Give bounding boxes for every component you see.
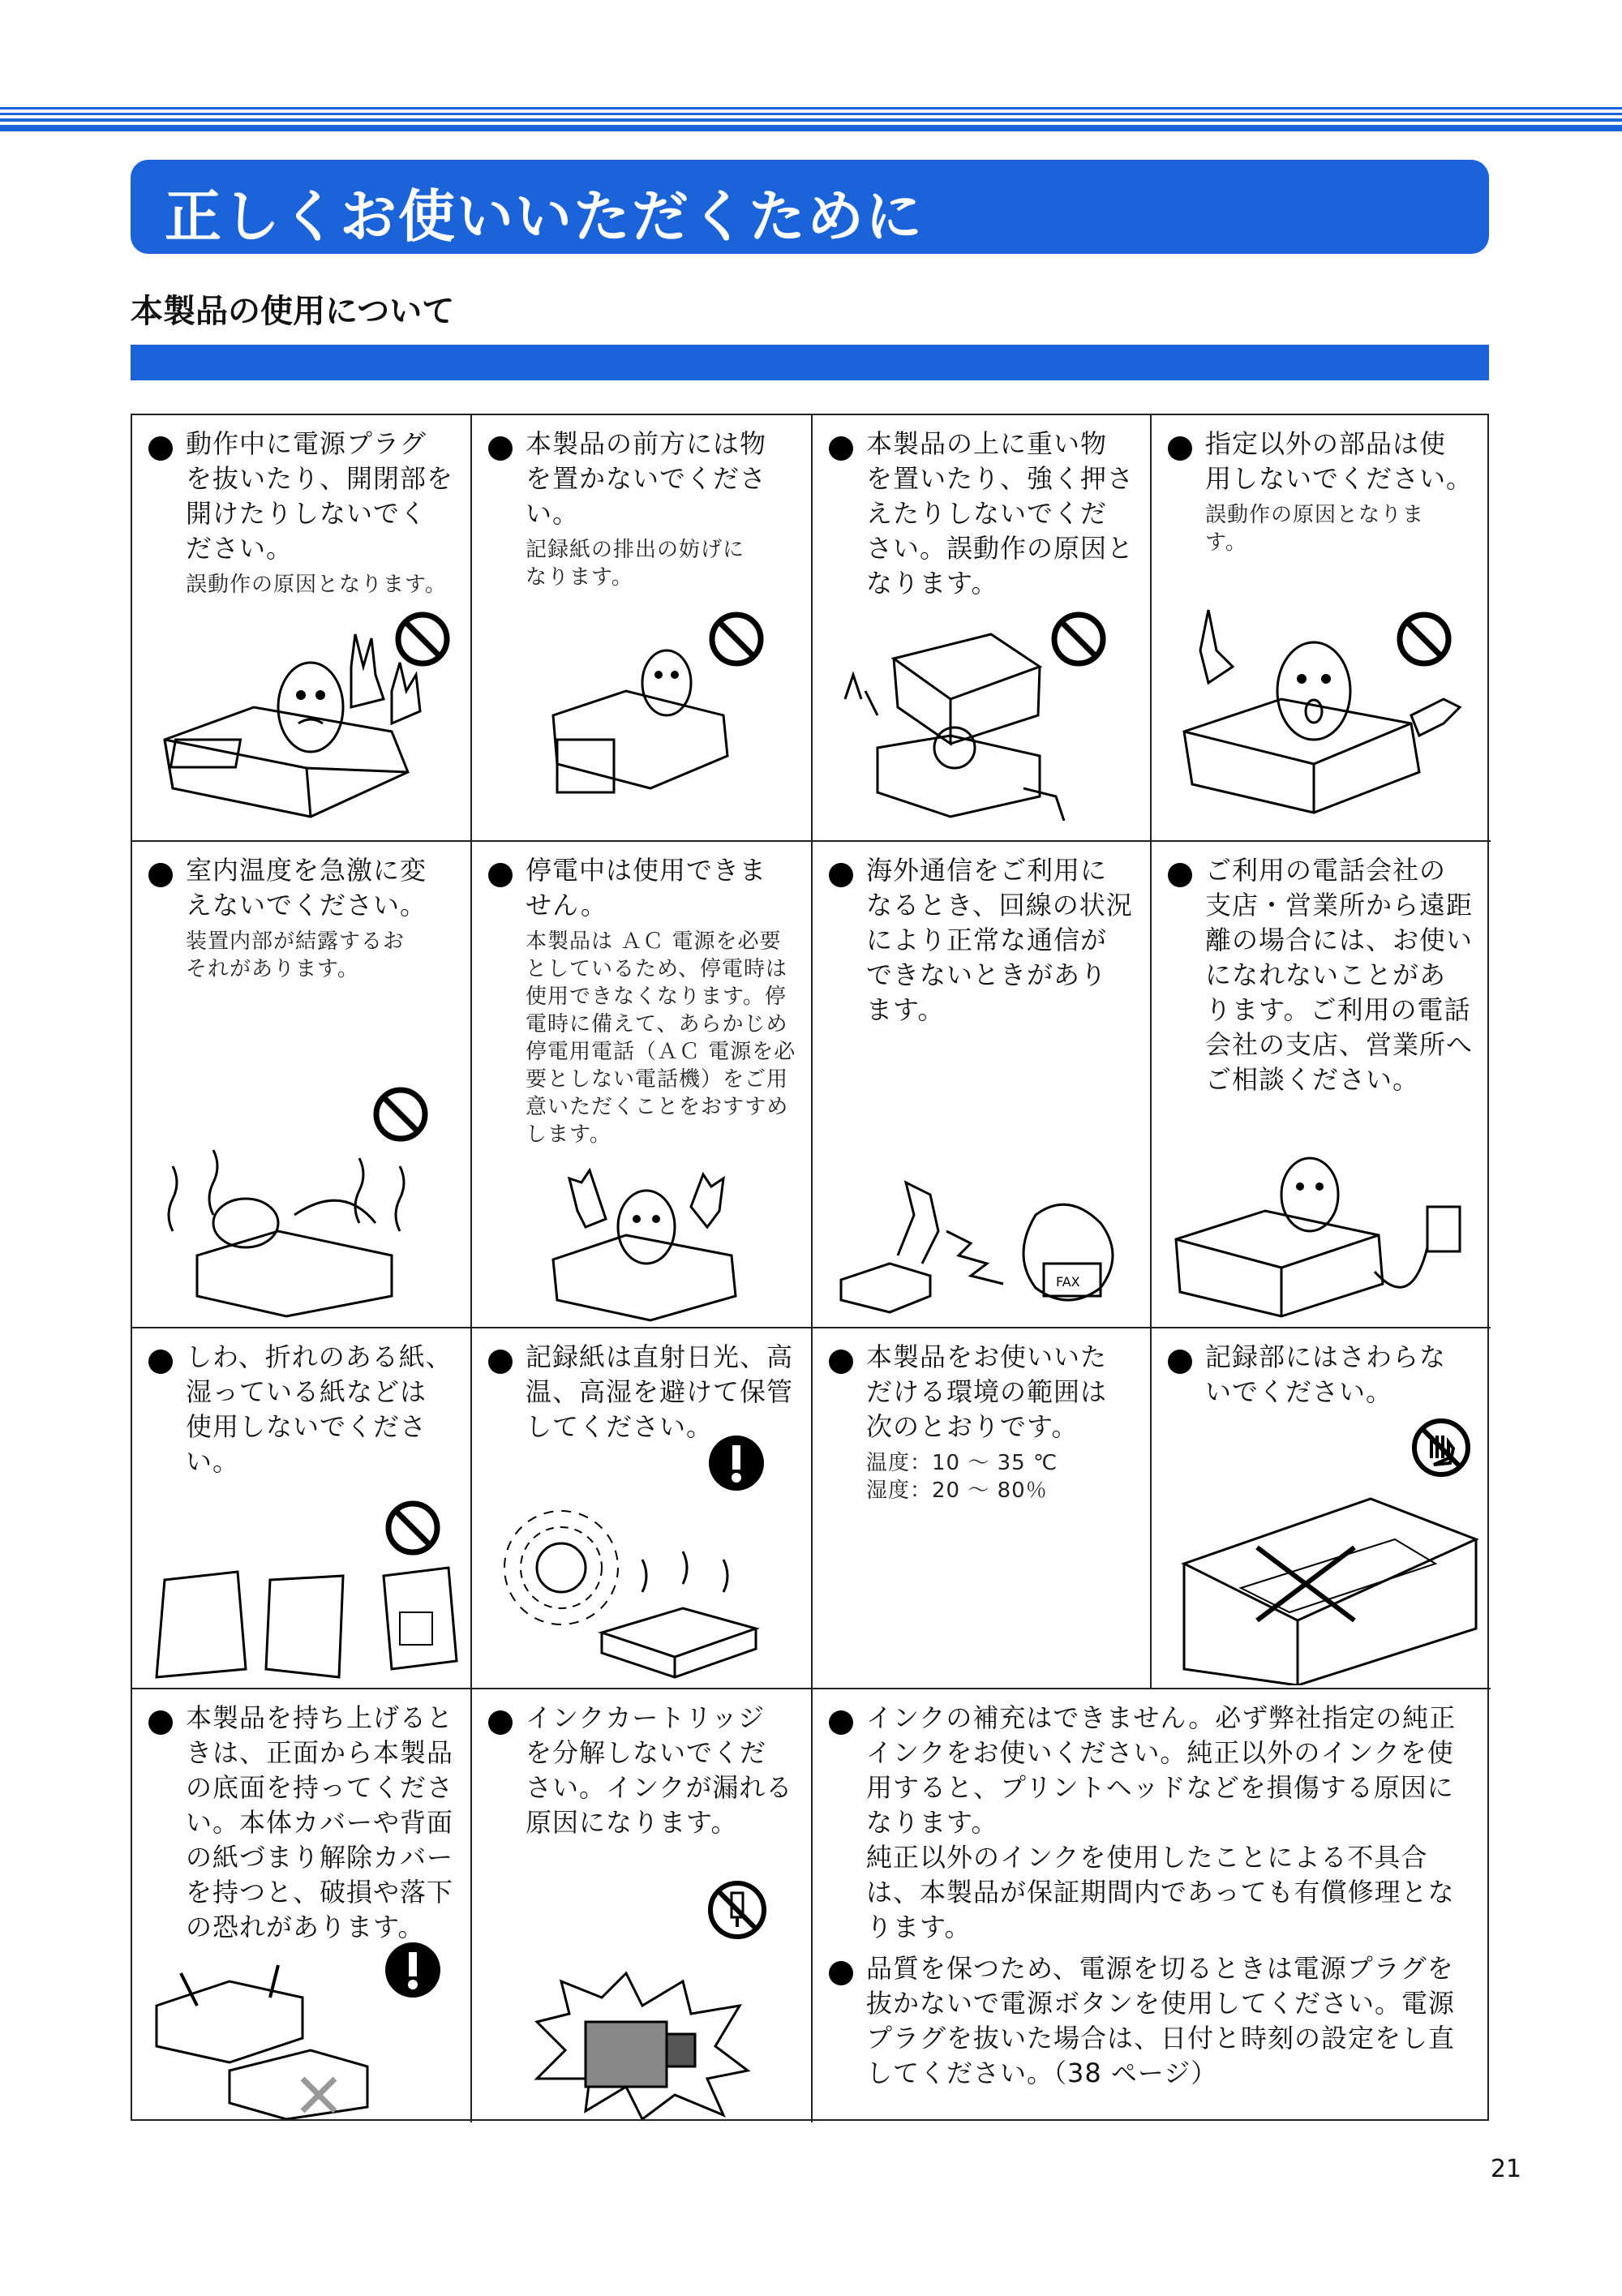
precaution-item	[1152, 1340, 1491, 1410]
exclamation-icon	[707, 1434, 766, 1492]
precaution-text: 海外通信をご利用に なるとき、回線の状況 により正常な通信が できないときがあり ます。	[866, 855, 1133, 1025]
precaution-item	[132, 1340, 470, 1479]
precaution-item	[472, 427, 811, 591]
printer-illustration	[829, 602, 1072, 821]
header-rule-lines	[0, 107, 1622, 131]
fax-illustration	[825, 1166, 1141, 1320]
precaution-text: ご利用の電話会社の 支店・営業所から遠距 離の場合には、お使い になれないことがあ ります。ご利用の電話 会社の支店、営業所へ ご相談ください。	[1205, 855, 1474, 1095]
precaution-cell	[472, 1328, 813, 1689]
precaution-item	[132, 853, 470, 983]
precaution-item	[813, 853, 1150, 1028]
bullet-icon	[488, 436, 513, 461]
bullet-icon	[829, 1710, 853, 1735]
precaution-text: 室内温度を急激に変 えないでください。	[186, 855, 427, 921]
section-title: 本製品の使用について	[131, 293, 455, 330]
precaution-cell	[813, 1328, 1152, 1689]
ink-cartridge-illustration	[521, 1965, 764, 2119]
precaution-text: 動作中に電源プラグ を抜いたり、開閉部を 開けたりしないでく ださい。	[186, 428, 454, 564]
lifting-illustration	[148, 1957, 384, 2119]
printer-illustration	[1168, 602, 1484, 829]
precaution-text: 本製品を持ち上げると きは、正面から本製品 の底面を持ってくださ い。本体カバーや背面 の紙づまり解除カバー を持つと、破損や落下 の恐れがあります。	[186, 1702, 454, 1942]
bullet-icon	[148, 1350, 173, 1374]
bullet-icon	[829, 1350, 853, 1374]
bullet-icon	[148, 863, 173, 887]
paper-illustration	[148, 1564, 465, 1685]
page-title: 正しくお使いいただくために	[165, 183, 924, 250]
precaution-cell	[132, 1689, 472, 2122]
precaution-cell	[813, 842, 1152, 1328]
precaution-text: 記録部にはさわらな いでください。	[1205, 1341, 1447, 1407]
page-number: 21	[1490, 2155, 1521, 2183]
printer-illustration	[545, 642, 740, 805]
precaution-note: 誤動作の原因となりま す。	[1205, 503, 1425, 555]
precaution-item	[1152, 427, 1491, 556]
printer-illustration	[148, 618, 457, 821]
bullet-icon	[1168, 436, 1192, 461]
precaution-cell	[472, 1689, 813, 2122]
precaution-note: 装置内部が結露するお それがあります。	[186, 929, 406, 981]
scanner-open-illustration	[1168, 1491, 1484, 1685]
precaution-text: 品質を保つため、電源を切るときは電源プラグを 抜かないで電源ボタンを使用してください。電源 プラグを抜いた場合は、日付と時刻の設定をし直 してください。（38 ページ）	[866, 1953, 1456, 2088]
no-disassembly-icon	[707, 1880, 767, 1940]
precaution-note: 温度：10 〜 35 ℃ 湿度：20 〜 80％	[866, 1451, 1058, 1503]
precaution-note: 記録紙の排出の妨げに なります。	[526, 538, 745, 590]
precaution-cell	[132, 415, 472, 842]
prohibition-icon	[384, 1499, 442, 1557]
no-touch-icon	[1411, 1418, 1471, 1478]
precaution-text: 指定以外の部品は使 用しないでください。	[1205, 428, 1474, 494]
precautions-table	[131, 414, 1489, 2121]
bullet-icon	[829, 1961, 853, 1985]
title-banner	[131, 160, 1489, 254]
precaution-item	[472, 1701, 811, 1840]
precaution-cell	[132, 1328, 472, 1689]
precaution-item	[472, 1340, 811, 1444]
precaution-item	[132, 427, 470, 599]
bullet-icon	[1168, 863, 1192, 887]
precaution-item	[813, 1951, 1491, 2091]
fax-label: FAX	[1056, 1274, 1080, 1290]
precaution-item	[1152, 853, 1491, 1097]
precaution-text: インクの補充はできません。必ず弊社指定の純正 インクをお使いください。純正以外のインクを使 用すると、プリントヘッドなどを損傷する原因に なります。 純正以外のインクを使用したことによる不具合 は、本製品が保証期間内であっても有償修理とな ります。	[866, 1702, 1457, 1942]
precaution-cell	[813, 415, 1152, 842]
precaution-note: 本製品は ＡＣ 電源を必要 としているため、停電時は 使用できなくなります。停 電時に備えて、あらかじめ 停電用電話（ＡＣ 電源を必 要としない電話機）をご用 意いただくことをおすすめ します。	[526, 929, 796, 1147]
bullet-icon	[1168, 1350, 1192, 1374]
section-bar	[131, 345, 1489, 380]
precaution-text: 停電中は使用できま せん。	[526, 855, 767, 921]
precaution-cell	[132, 842, 472, 1328]
precaution-cell-wide	[813, 1689, 1491, 2122]
printer-illustration	[148, 1134, 457, 1320]
precaution-item	[472, 853, 811, 1148]
precaution-text: インクカートリッジ を分解しないでくだ さい。インクが漏れる 原因になります。	[526, 1702, 793, 1838]
printer-illustration	[1168, 1150, 1476, 1320]
precaution-note: 誤動作の原因となります。	[186, 573, 447, 597]
precaution-item	[813, 427, 1150, 601]
precaution-cell	[472, 415, 813, 842]
precaution-item	[132, 1701, 470, 1945]
bullet-icon	[829, 436, 853, 461]
bullet-icon	[148, 1710, 173, 1735]
precaution-item	[813, 1701, 1491, 1945]
precaution-text: 本製品の前方には物 を置かないでくださ い。	[526, 428, 767, 529]
bullet-icon	[829, 863, 853, 887]
precaution-text: 本製品をお使いいた だける環境の範囲は 次のとおりです。	[866, 1341, 1108, 1442]
bullet-icon	[488, 1350, 513, 1374]
precaution-text: 記録紙は直射日光、高 温、高湿を避けて保管 してください。	[526, 1341, 794, 1442]
bullet-icon	[488, 1710, 513, 1735]
precaution-cell	[1152, 1328, 1491, 1689]
paper-stack-illustration	[496, 1503, 788, 1681]
precaution-cell	[472, 842, 813, 1328]
precaution-cell	[1152, 415, 1491, 842]
precaution-item	[813, 1340, 1150, 1504]
exclamation-icon	[384, 1941, 442, 1999]
bullet-icon	[488, 863, 513, 887]
printer-illustration	[545, 1162, 756, 1324]
bullet-icon	[148, 436, 173, 461]
precaution-cell	[1152, 842, 1491, 1328]
precaution-text: 本製品の上に重い物 を置いたり、強く押さ えたりしないでくだ さい。誤動作の原因と なります。	[866, 428, 1135, 599]
precaution-text: しわ、折れのある紙、 湿っている紙などは 使用しないでくださ い。	[186, 1341, 453, 1477]
